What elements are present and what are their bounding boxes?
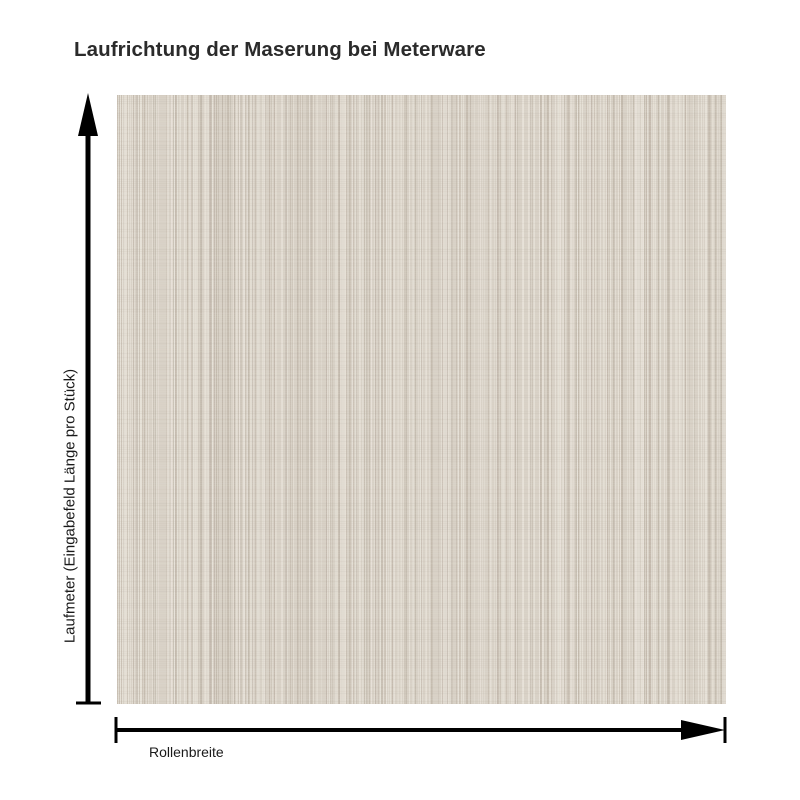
page-title: Laufrichtung der Maserung bei Meterware [74,38,486,61]
horizontal-arrow-head [681,720,725,740]
horizontal-axis-label: Rollenbreite [149,744,224,760]
vertical-arrow-head [78,93,98,136]
vertical-axis-label: Laufmeter (Eingabefeld Länge pro Stück) [61,368,79,644]
